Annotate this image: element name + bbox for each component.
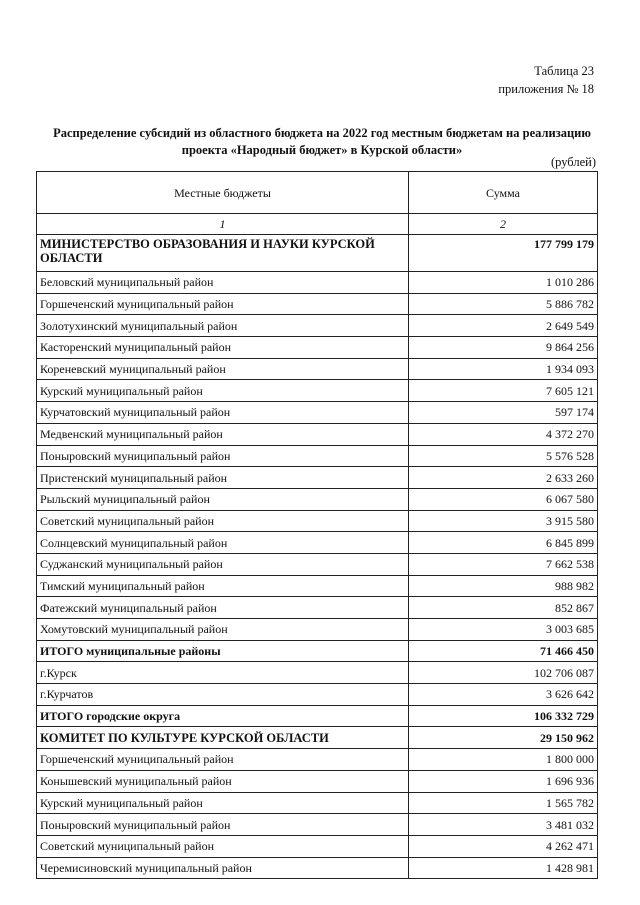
amount-value: 2 649 549 [409,315,598,337]
section-header-row [37,727,598,749]
amount-value: 1 565 782 [409,792,598,814]
amount-value: 5 886 782 [409,293,598,315]
table-row [37,445,598,467]
budget-name: Беловский муниципальный район [37,272,409,294]
budget-name: Курский муниципальный район [37,380,409,402]
table-number-label: Таблица 23 [534,64,594,78]
table-row [37,423,598,445]
amount-value: 102 706 087 [409,662,598,684]
table-row [37,358,598,380]
appendix-label: приложения № 18 [498,82,594,96]
budget-name: ИТОГО городские округа [37,705,409,727]
budget-name: Поныровский муниципальный район [37,445,409,467]
amount-value: 1 800 000 [409,749,598,771]
table-row [37,532,598,554]
amount-value: 4 372 270 [409,423,598,445]
budget-name: Суджанский муниципальный район [37,553,409,575]
column-number-row [37,214,598,235]
table-row [37,488,598,510]
budget-name: Курский муниципальный район [37,792,409,814]
amount-value: 71 466 450 [409,640,598,662]
budget-name: Поныровский муниципальный район [37,814,409,836]
budget-name: Золотухинский муниципальный район [37,315,409,337]
budget-name: Горшеченский муниципальный район [37,749,409,771]
table-row [37,575,598,597]
amount-value: 5 576 528 [409,445,598,467]
budget-name: ИТОГО муниципальные районы [37,640,409,662]
budget-name: Хомутовский муниципальный район [37,619,409,641]
table-row [37,315,598,337]
table-row [37,553,598,575]
table-row [37,380,598,402]
document-title [30,125,614,159]
amount-value: 106 332 729 [409,705,598,727]
title-line-1: Распределение субсидий из областного бюджета на 2022 год местным бюджетам на реализацию [53,126,591,140]
amount-value: 3 626 642 [409,684,598,706]
amount-value: 1 428 981 [409,857,598,879]
amount-value: 9 864 256 [409,337,598,359]
table-row [37,857,598,879]
amount-value: 4 262 471 [409,835,598,857]
budget-name: Тимский муниципальный район [37,575,409,597]
amount-value: 3 915 580 [409,510,598,532]
column-header-amount: Сумма [409,172,598,214]
amount-value: 6 067 580 [409,488,598,510]
header-row [37,172,598,214]
budget-name: Касторенский муниципальный район [37,337,409,359]
table-row [37,814,598,836]
amount-value: 852 867 [409,597,598,619]
amount-value: 7 605 121 [409,380,598,402]
amount-value: 3 481 032 [409,814,598,836]
budget-name: Фатежский муниципальный район [37,597,409,619]
budget-name: Рыльский муниципальный район [37,488,409,510]
table-row [37,662,598,684]
amount-value: 1 934 093 [409,358,598,380]
budget-name: Кореневский муниципальный район [37,358,409,380]
amount-value: 2 633 260 [409,467,598,489]
subsidy-table [36,171,598,879]
budget-name: Черемисиновский муниципальный район [37,857,409,879]
table-row [37,684,598,706]
subtotal-row [37,640,598,662]
table-row [37,792,598,814]
subtotal-row [37,705,598,727]
budget-name: Медвенский муниципальный район [37,423,409,445]
budget-name: МИНИСТЕРСТВО ОБРАЗОВАНИЯ И НАУКИ КУРСКОЙ ОБЛАСТИ [37,235,409,272]
table-row [37,402,598,424]
table-row [37,272,598,294]
budget-name: Пристенский муниципальный район [37,467,409,489]
table-row [37,619,598,641]
table-row [37,835,598,857]
amount-value: 177 799 179 [409,235,598,272]
amount-value: 7 662 538 [409,553,598,575]
table-row [37,467,598,489]
table-row [37,337,598,359]
budget-name: Конышевский муниципальный район [37,770,409,792]
amount-value: 6 845 899 [409,532,598,554]
amount-value: 29 150 962 [409,727,598,749]
title-line-2: проекта «Народный бюджет» в Курской области» [181,143,463,157]
table-caption [498,62,594,98]
table-row [37,597,598,619]
budget-name: г.Курск [37,662,409,684]
table-row [37,770,598,792]
budget-name: г.Курчатов [37,684,409,706]
amount-value: 1 696 936 [409,770,598,792]
column-header-budgets: Местные бюджеты [37,172,409,214]
table-row [37,293,598,315]
amount-value: 988 982 [409,575,598,597]
column-number-1: 1 [37,214,409,235]
budget-name: Горшеченский муниципальный район [37,293,409,315]
budget-name: Солнцевский муниципальный район [37,532,409,554]
units-label: (рублей) [550,155,596,169]
amount-value: 1 010 286 [409,272,598,294]
budget-name: Советский муниципальный район [37,835,409,857]
column-number-2: 2 [409,214,598,235]
amount-value: 597 174 [409,402,598,424]
budget-name: Советский муниципальный район [37,510,409,532]
table-row [37,749,598,771]
table-row [37,510,598,532]
amount-value: 3 003 685 [409,619,598,641]
budget-name: КОМИТЕТ ПО КУЛЬТУРЕ КУРСКОЙ ОБЛАСТИ [37,727,409,749]
budget-name: Курчатовский муниципальный район [37,402,409,424]
section-header-row [37,235,598,272]
